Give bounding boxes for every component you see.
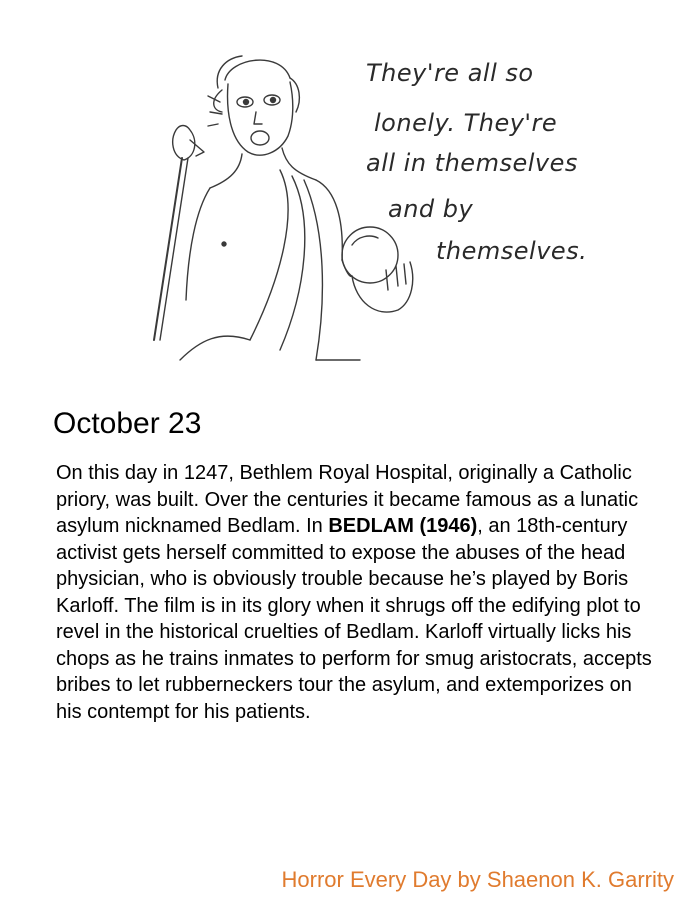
sketch-illustration	[130, 40, 590, 370]
film-title: BEDLAM (1946)	[328, 515, 478, 537]
entry-text-after-title: , an 18th-century activist gets herself committed to expose the abuses of the head physician, who is obviously trouble because he’s played by Boris Karloff. The film is in its glory when it shrugs off the edifying plot to revel in the historical cruelties of Bedlam. Karloff virtually licks his chops as he trains inmates to perform for smug aristocrats, accepts bribes to let rubberneckers tour the asylum, and extemporizes on his contempt for his patients.	[56, 515, 652, 723]
speech-line-4: and by	[388, 195, 474, 223]
figure-sketch	[130, 40, 590, 370]
speech-line-5: themselves.	[436, 237, 588, 265]
footer-credit: Horror Every Day by Shaenon K. Garrity	[281, 867, 674, 892]
speech-line-3: all in themselves	[366, 149, 578, 177]
speech-line-2: lonely. They're	[374, 109, 558, 137]
entry-date-heading: October 23	[53, 407, 202, 440]
speech-line-1: They're all so	[366, 59, 534, 87]
entry-body	[56, 460, 656, 725]
entry-text-before-title: On this day in 1247, Bethlem Royal Hospital, originally a Catholic priory, was built. Over the centuries it became famous as a lunatic asylum nicknamed Bedlam. In	[56, 462, 639, 537]
